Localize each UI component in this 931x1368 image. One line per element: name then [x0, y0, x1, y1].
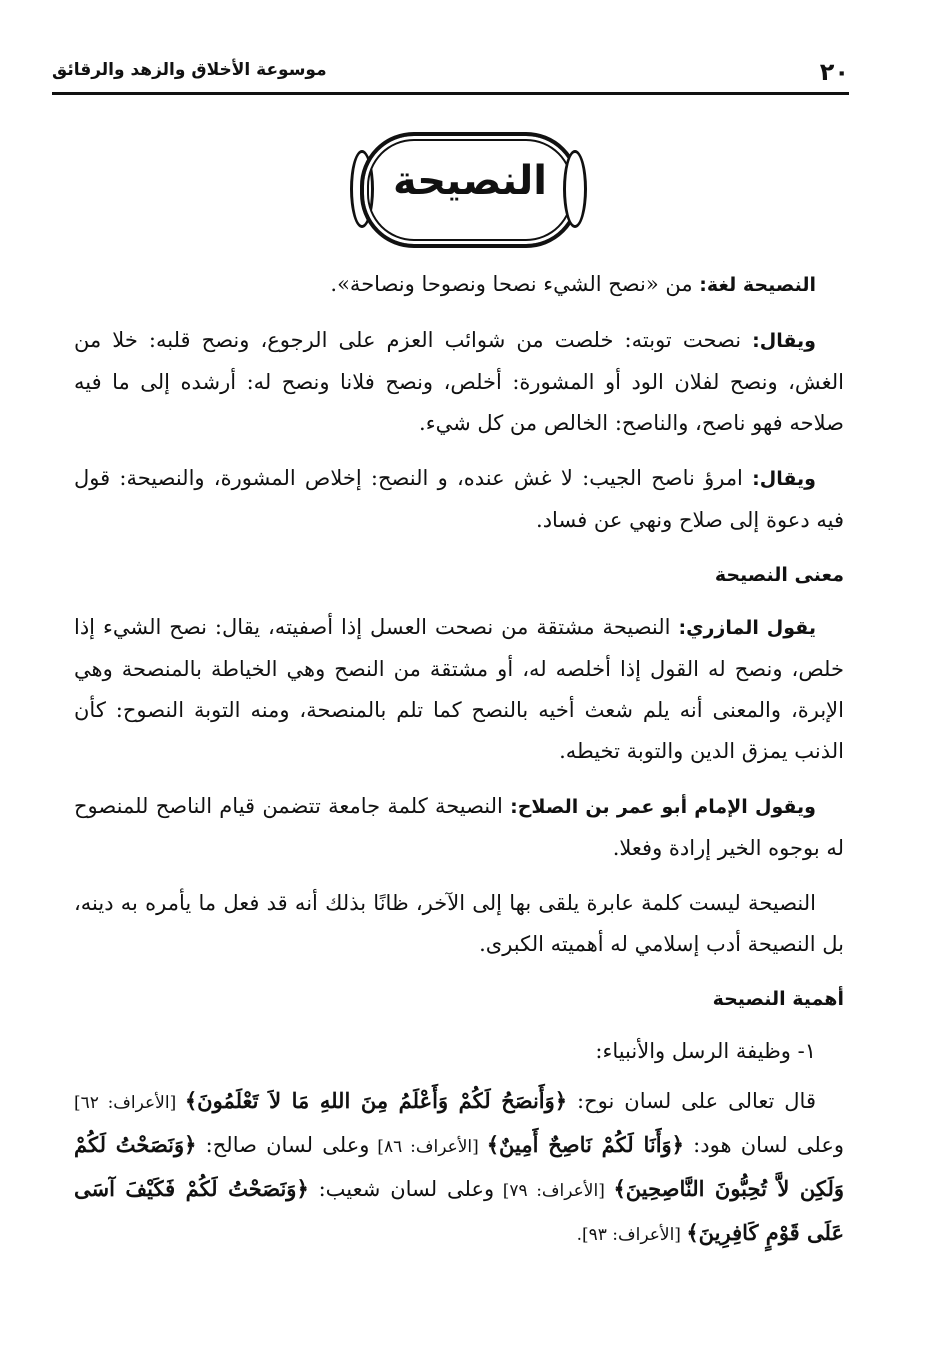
- paragraph-said-1: [74, 320, 844, 444]
- paragraph-definition: [74, 264, 844, 306]
- paragraph-text: النصيحة مشتقة من نصحت العسل إذا أصفيته، يقال: نصح الشيء إذا خلص، ونصح له القول إذا أخلصه له، أو مشتقة من النصح وهي الخياطة بالمنصحة وهي الإبرة، والمعنى أنه يلم شعث أخيه بالنصح كما تلم بالمنصحة، ومنه التوبة النصوح: كأن الذنب يمزق الدين والتوبة تخيطه.: [74, 615, 844, 763]
- paragraph-not-passing-word: [74, 883, 844, 965]
- verse-salih: ﴿وَنَصَحْتُ لَكُمْ وَلَكِن لاَّ تُحِبُّونَ النَّاصِحِينَ﴾: [74, 1132, 844, 1201]
- intro-salih: وعلى لسان صالح:: [196, 1133, 370, 1157]
- verse-hud: ﴿وَأَنَا لَكُمْ نَاصِحٌ أَمِينٌ﴾: [486, 1132, 684, 1157]
- heading-importance: أهمية النصيحة: [712, 988, 844, 1010]
- subheading-prophets: ١- وظيفة الرسل والأنبياء:: [595, 1039, 816, 1063]
- paragraph-mazari: [74, 607, 844, 772]
- ref-nuh: [الأعراف: ٦٢]: [74, 1093, 185, 1113]
- paragraph-text: النصيحة كلمة جامعة تتضمن قيام الناصح للمنصوح له بوجوه الخير إرادة وفعلا.: [74, 794, 844, 860]
- intro-hud: وعلى لسان هود:: [684, 1133, 844, 1157]
- body-text: [74, 264, 844, 1270]
- paragraph-text: امرؤ ناصح الجيب: لا غش عنده، و النصح: إخلاص المشورة، والنصيحة: قول فيه دعوة إلى صلاح ونهي عن فساد.: [74, 466, 844, 532]
- paragraph-text: نصحت توبته: خلصت من شوائب العزم على الرجوع، ونصح قلبه: خلا من الغش، ونصح لفلان الود أو المشورة: أخلص، ونصح فلانا ونصح له: أرشده إلى ما فيه صلاحه فهو ناصح، والناصح: الخالص من كل شيء.: [74, 328, 844, 435]
- paragraph-text: النصيحة ليست كلمة عابرة يلقى بها إلى الآخر، ظانًا بذلك أنه قد فعل ما يأمره به دينه، بل النصيحة أدب إسلامي له أهميته الكبرى.: [74, 891, 844, 956]
- verse-shuayb: ﴿وَنَصَحْتُ لَكُمْ فَكَيْفَ آسَى عَلَى قَوْمٍ كَافِرِينَ﴾: [74, 1176, 844, 1245]
- page-number: ٢٠: [819, 58, 849, 86]
- verse-nuh: ﴿وَأَنصَحُ لَكُمْ وَأَعْلَمُ مِنَ اللهِ مَا لاَ تَعْلَمُونَ﴾: [184, 1088, 568, 1113]
- intro-nuh: قال تعالى على لسان نوح:: [567, 1089, 816, 1113]
- section-title: النصيحة: [393, 158, 547, 204]
- paragraph-lead: يقول المازري:: [678, 617, 816, 639]
- paragraph-text: من «نصح الشيء نصحا ونصوحا ونصاحة».: [330, 272, 700, 296]
- paragraph-lead: ويقال:: [752, 330, 816, 352]
- paragraph-lead: ويقال:: [752, 468, 816, 490]
- heading-meaning: معنى النصيحة: [714, 564, 844, 586]
- paragraph-lead: ويقول الإمام أبو عمر بن الصلاح:: [510, 796, 816, 818]
- intro-shuayb: وعلى لسان شعيب:: [308, 1177, 495, 1201]
- ref-hud: [الأعراف: ٨٦]: [369, 1137, 487, 1157]
- ref-salih: [الأعراف: ٧٩]: [494, 1181, 614, 1201]
- paragraph-lead: النصيحة لغة:: [699, 274, 816, 296]
- book-title: موسوعة الأخلاق والزهد والرقائق: [52, 60, 327, 80]
- paragraph-verses: [74, 1080, 844, 1256]
- paragraph-ibn-salah: [74, 786, 844, 869]
- paragraph-said-2: [74, 458, 844, 541]
- ref-shuayb: [الأعراف: ٩٣].: [576, 1225, 687, 1245]
- running-header: [52, 58, 849, 95]
